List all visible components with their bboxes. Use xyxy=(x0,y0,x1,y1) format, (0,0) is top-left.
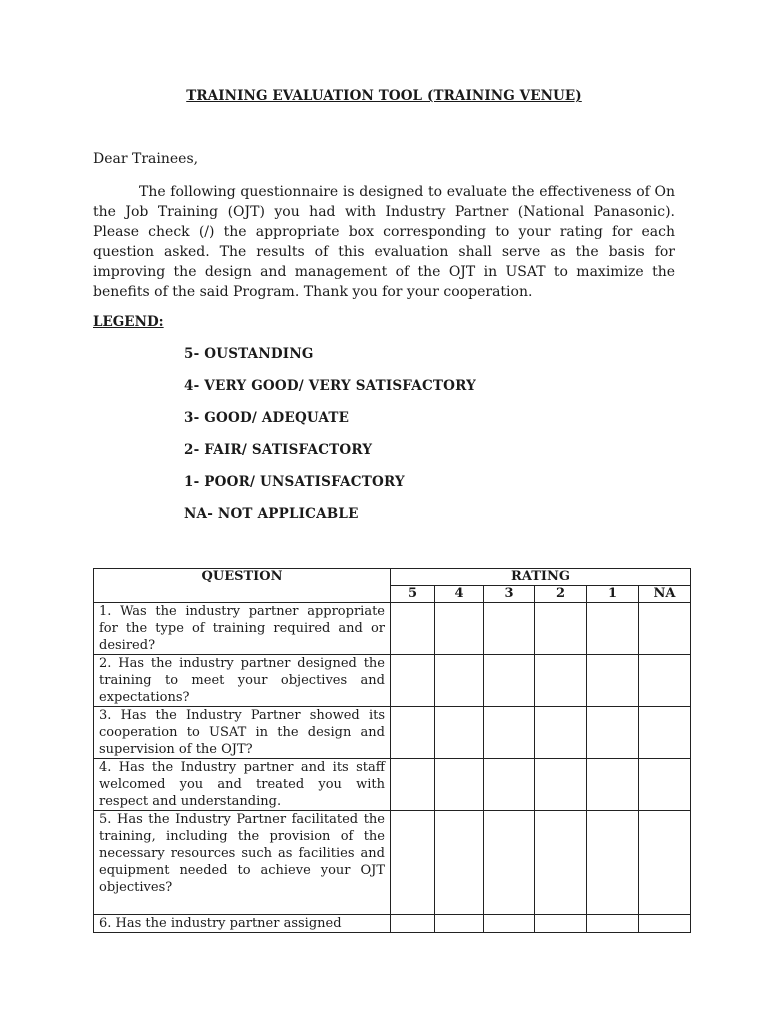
rating-col-na: NA xyxy=(639,586,691,603)
rating-header: RATING xyxy=(391,569,691,586)
legend-item-5: 5- OUSTANDING xyxy=(184,346,314,362)
question-text: 6. Has the industry partner assigned xyxy=(94,915,391,933)
rating-checkbox-na[interactable] xyxy=(639,811,691,915)
rating-checkbox-4[interactable] xyxy=(435,759,484,811)
rating-checkbox-2[interactable] xyxy=(535,603,587,655)
evaluation-table xyxy=(93,568,691,933)
rating-checkbox-na[interactable] xyxy=(639,603,691,655)
rating-checkbox-5[interactable] xyxy=(391,759,435,811)
table-row xyxy=(94,603,691,655)
rating-checkbox-na[interactable] xyxy=(639,915,691,933)
rating-checkbox-3[interactable] xyxy=(484,707,535,759)
rating-checkbox-2[interactable] xyxy=(535,707,587,759)
question-header: QUESTION xyxy=(94,569,391,603)
rating-checkbox-4[interactable] xyxy=(435,655,484,707)
rating-checkbox-1[interactable] xyxy=(587,811,639,915)
rating-checkbox-3[interactable] xyxy=(484,603,535,655)
rating-checkbox-1[interactable] xyxy=(587,915,639,933)
rating-checkbox-5[interactable] xyxy=(391,655,435,707)
table-row xyxy=(94,655,691,707)
legend-item-3: 3- GOOD/ ADEQUATE xyxy=(184,410,350,426)
legend-list xyxy=(184,344,476,536)
rating-checkbox-4[interactable] xyxy=(435,915,484,933)
rating-checkbox-2[interactable] xyxy=(535,811,587,915)
rating-checkbox-2[interactable] xyxy=(535,915,587,933)
intro-paragraph: The following questionnaire is designed to evaluate the effectiveness of On the Job Training (OJT) you had with Industry Partner (National Panasonic). Please check (/) the appropriate box corresponding to your rating for each question asked. The results of this evaluation shall serve as the basis for improving the design and management of the OJT in USAT to maximize the benefits of the said Program. Thank you for your cooperation. xyxy=(93,184,675,300)
rating-checkbox-5[interactable] xyxy=(391,811,435,915)
rating-col-4: 4 xyxy=(435,586,484,603)
rating-checkbox-1[interactable] xyxy=(587,603,639,655)
rating-checkbox-5[interactable] xyxy=(391,603,435,655)
rating-checkbox-1[interactable] xyxy=(587,759,639,811)
rating-checkbox-na[interactable] xyxy=(639,707,691,759)
table-header-row xyxy=(94,569,691,586)
rating-checkbox-1[interactable] xyxy=(587,655,639,707)
rating-checkbox-4[interactable] xyxy=(435,707,484,759)
rating-checkbox-2[interactable] xyxy=(535,655,587,707)
question-text: 1. Was the industry partner appropriate for the type of training required and or desired? xyxy=(94,603,391,655)
rating-col-5: 5 xyxy=(391,586,435,603)
legend-item-4: 4- VERY GOOD/ VERY SATISFACTORY xyxy=(184,378,476,394)
table-row xyxy=(94,811,691,915)
legend-item-na: NA- NOT APPLICABLE xyxy=(184,506,359,522)
rating-checkbox-5[interactable] xyxy=(391,915,435,933)
legend-item-2: 2- FAIR/ SATISFACTORY xyxy=(184,442,373,458)
rating-checkbox-na[interactable] xyxy=(639,655,691,707)
rating-checkbox-2[interactable] xyxy=(535,759,587,811)
question-text: 2. Has the industry partner designed the training to meet your objectives and expectations? xyxy=(94,655,391,707)
legend-heading: LEGEND: xyxy=(93,314,164,330)
rating-col-3: 3 xyxy=(484,586,535,603)
rating-checkbox-3[interactable] xyxy=(484,811,535,915)
rating-checkbox-5[interactable] xyxy=(391,707,435,759)
rating-checkbox-4[interactable] xyxy=(435,811,484,915)
document-title: TRAINING EVALUATION TOOL (TRAINING VENUE) xyxy=(186,88,582,104)
rating-checkbox-3[interactable] xyxy=(484,915,535,933)
salutation: Dear Trainees, xyxy=(93,151,199,167)
question-text: 5. Has the Industry Partner facilitated the training, including the provision of the necessary resources such as facilities and equipment needed to achieve your OJT objectives? xyxy=(94,811,391,915)
legend-item-1: 1- POOR/ UNSATISFACTORY xyxy=(184,474,405,490)
question-text: 3. Has the Industry Partner showed its cooperation to USAT in the design and supervision of the OJT? xyxy=(94,707,391,759)
rating-checkbox-4[interactable] xyxy=(435,603,484,655)
question-text: 4. Has the Industry partner and its staff welcomed you and treated you with respect and understanding. xyxy=(94,759,391,811)
rating-checkbox-na[interactable] xyxy=(639,759,691,811)
table-row xyxy=(94,915,691,933)
rating-col-1: 1 xyxy=(587,586,639,603)
table-row xyxy=(94,707,691,759)
rating-checkbox-1[interactable] xyxy=(587,707,639,759)
table-row xyxy=(94,759,691,811)
rating-checkbox-3[interactable] xyxy=(484,759,535,811)
rating-col-2: 2 xyxy=(535,586,587,603)
rating-checkbox-3[interactable] xyxy=(484,655,535,707)
